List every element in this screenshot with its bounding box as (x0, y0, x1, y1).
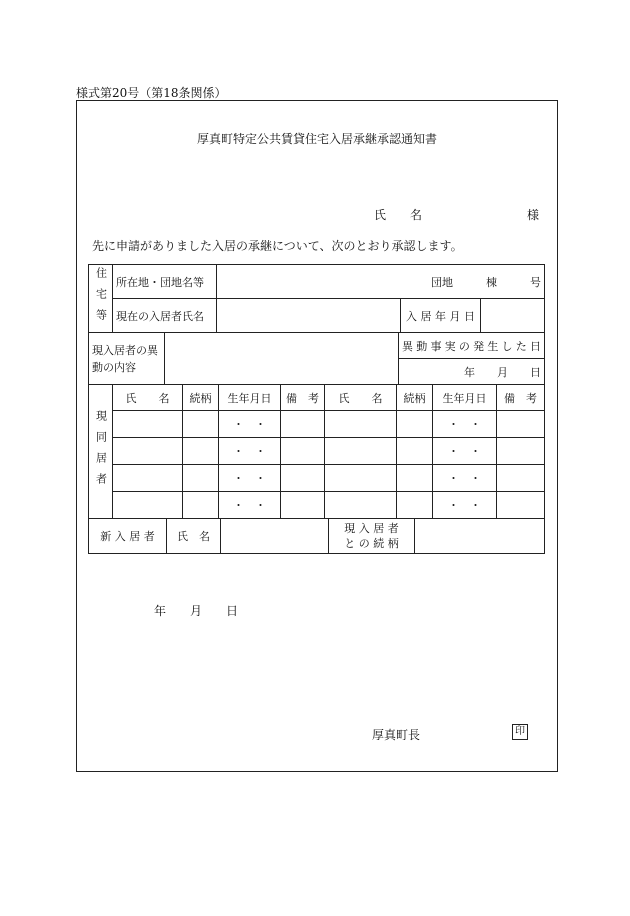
new-resident-relation-field[interactable] (415, 519, 545, 554)
table-row (89, 438, 545, 465)
cohabitant-name-field[interactable] (325, 465, 397, 492)
cohabitant-dob-field[interactable]: ・ ・ (433, 438, 497, 465)
change-occurrence-date-units: 年 月 日 (464, 365, 541, 379)
change-occurrence-date-field[interactable] (399, 359, 545, 385)
housing-table (88, 264, 545, 333)
change-occurrence-label: 異動事実の発生した日 (399, 333, 545, 359)
cohabitant-remarks-header: 備 考 (497, 385, 545, 411)
form-number-label: 様式第20号（第18条関係） (76, 86, 227, 100)
cohabitant-dob-field[interactable]: ・ ・ (219, 465, 281, 492)
cohabitant-name-field[interactable] (325, 411, 397, 438)
cohabitant-name-field[interactable] (113, 492, 183, 519)
cohabitant-name-field[interactable] (325, 438, 397, 465)
notice-date (154, 602, 238, 619)
cohabitant-remarks-field[interactable] (281, 465, 325, 492)
new-resident-label: 新 入 居 者 (89, 519, 167, 554)
cohabitant-name-field[interactable] (325, 492, 397, 519)
cohabitant-dob-header: 生年月日 (219, 385, 281, 411)
cohabitant-remarks-field[interactable] (281, 411, 325, 438)
current-resident-field[interactable] (217, 299, 401, 333)
cohabitant-remarks-field[interactable] (497, 411, 545, 438)
cohabitant-dob-field[interactable]: ・ ・ (433, 465, 497, 492)
cohabitant-remarks-field[interactable] (497, 465, 545, 492)
cohabitant-name-header: 氏 名 (113, 385, 183, 411)
cohabitant-relation-field[interactable] (397, 411, 433, 438)
current-resident-label: 現在の入居者氏名 (113, 299, 217, 333)
cohabitant-relation-field[interactable] (183, 492, 219, 519)
cohabitant-remarks-field[interactable] (281, 492, 325, 519)
new-resident-table (88, 518, 545, 554)
date-year-label: 年 (154, 604, 167, 618)
cohabitant-relation-field[interactable] (183, 465, 219, 492)
address-label: 所在地・団地名等 (113, 265, 217, 299)
cohabitant-remarks-header: 備 考 (281, 385, 325, 411)
cohabitant-remarks-field[interactable] (497, 438, 545, 465)
cohabitant-name-header: 氏 名 (325, 385, 397, 411)
cohabitant-name-field[interactable] (113, 465, 183, 492)
cohabitant-relation-field[interactable] (397, 492, 433, 519)
cohabitant-dob-field[interactable]: ・ ・ (219, 438, 281, 465)
cohabitant-relation-field[interactable] (183, 411, 219, 438)
cohabitant-dob-field[interactable]: ・ ・ (219, 411, 281, 438)
entry-date-field[interactable] (481, 299, 545, 333)
cohabitant-name-field[interactable] (113, 411, 183, 438)
date-month-label: 月 (190, 604, 203, 618)
change-content-label: 現入居者の異動の内容 (89, 333, 165, 385)
cohabitant-dob-header: 生年月日 (433, 385, 497, 411)
new-resident-name-field[interactable] (221, 519, 329, 554)
address-suffix: 団地 棟 号 (431, 275, 541, 289)
table-row (89, 492, 545, 519)
new-resident-name-label: 氏 名 (167, 519, 221, 554)
cohabitant-relation-field[interactable] (397, 438, 433, 465)
cohabitant-dob-field[interactable]: ・ ・ (219, 492, 281, 519)
change-content-field[interactable] (165, 333, 399, 385)
cohabitant-remarks-field[interactable] (281, 438, 325, 465)
document-title: 厚真町特定公共賃貸住宅入居承継承認通知書 (196, 132, 437, 146)
addressee-name-label: 氏 名 (374, 208, 429, 222)
cohabitant-relation-field[interactable] (183, 438, 219, 465)
cohabitant-relation-field[interactable] (397, 465, 433, 492)
cohabitant-dob-field[interactable]: ・ ・ (433, 411, 497, 438)
table-row (89, 411, 545, 438)
cohabitant-remarks-field[interactable] (497, 492, 545, 519)
entry-date-label: 入 居 年 月 日 (401, 299, 481, 333)
addressee-suffix: 様 (527, 208, 540, 222)
cohabitants-table (88, 384, 545, 519)
seal-mark: 印 (512, 724, 528, 740)
new-resident-relation-label (329, 519, 415, 554)
relation-label-line2: と の 続 柄 (344, 537, 399, 550)
signer-title: 厚真町長 (372, 728, 421, 742)
cohabitant-name-field[interactable] (113, 438, 183, 465)
housing-side-label: 住宅等 (89, 265, 113, 333)
change-table (88, 332, 545, 385)
intro-text: 先に申請がありました入居の承継について、次のとおり承認します。 (92, 239, 463, 253)
cohabitant-dob-field[interactable]: ・ ・ (433, 492, 497, 519)
relation-label-line1: 現 入 居 者 (344, 522, 399, 535)
date-day-label: 日 (226, 604, 239, 618)
cohabitant-relation-header: 続柄 (183, 385, 219, 411)
cohabitant-relation-header: 続柄 (397, 385, 433, 411)
address-field[interactable] (217, 265, 545, 299)
table-row (89, 465, 545, 492)
cohabitants-side-label: 現同居者 (89, 385, 113, 519)
